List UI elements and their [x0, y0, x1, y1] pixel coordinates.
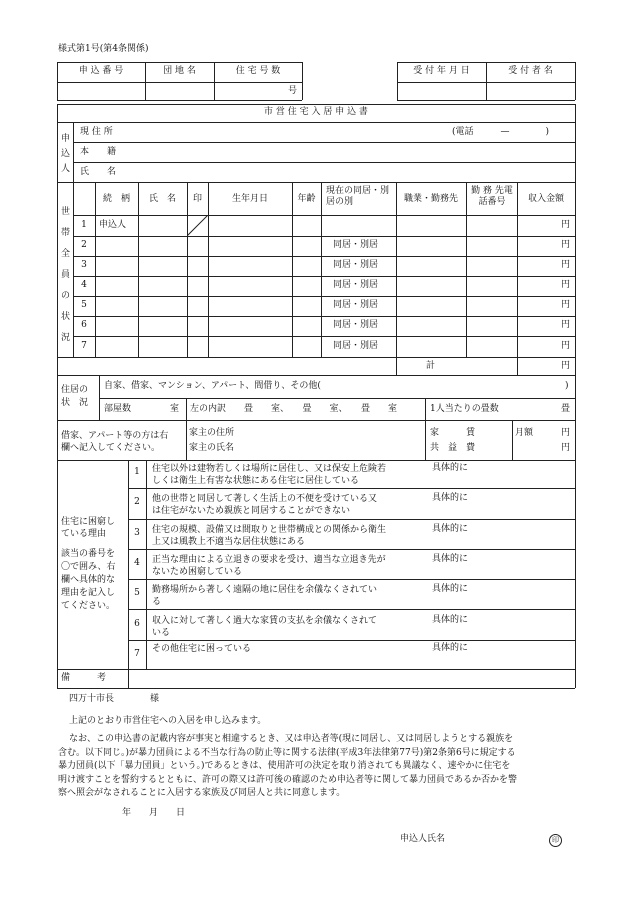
income-yen: 円	[560, 320, 570, 330]
common-fee-yen: 円	[561, 443, 571, 453]
room-breakdown: 左の内訳 畳 室、 畳 室、 畳 室	[190, 404, 398, 414]
rent-label: 家 賃	[430, 428, 476, 438]
honseki-label: 本 籍	[80, 147, 117, 157]
go-unit: 号	[288, 86, 298, 96]
receipt-date-header: 受 付 年 月 日	[413, 66, 470, 76]
reason-text: 収入に対して著しく過大な家賃の支払を余儀なくされて いる	[152, 616, 378, 638]
reason-text: 住宅以外は建物若しくは場所に居住し、又は保安上危険若 しくは衛生上有害な状態にある住宅に居住している	[152, 464, 387, 486]
cohabit-option: 同居・別居	[333, 240, 379, 250]
hardship-reason-label: 住宅に困窮し ている理由	[61, 517, 116, 539]
danchi-name-header: 団 地 名	[163, 66, 196, 76]
form-number: 様式第1号(第4条関係)	[58, 44, 149, 54]
housing-label: 住居の 状 況	[61, 385, 89, 408]
cohabit-option: 同居・別居	[333, 341, 379, 351]
seal-slash	[187, 215, 209, 236]
reason-number: 1	[134, 467, 140, 477]
monthly-label: 月額	[515, 428, 534, 438]
job-header: 職業・勤務先	[403, 194, 458, 204]
receiver-name-header: 受 付 者 名	[508, 66, 553, 76]
specific-label: 具体的に	[432, 463, 469, 473]
income-yen: 円	[560, 260, 570, 270]
consent-statement: なお、この申込書の記載内容が事実と相違するとき、又は申込者等(現に同居し、又は同居しようとする親族を 含む。以下同じ。)が暴力団員による不当な行為の防止等に関する法律(平成3年法律第77号)第2条第6号に規定する 暴力団員(以下「暴力団員」という。)であるときは、使用許可の決定を取り消されても異議なく、速やかに住宅を 明け渡すことを誓約するとともに、許可の際又は許可後の確認のため申込者等に関して暴力団員であるか否かを警 察へ照会がなされることに入居する家族及び同居人と共に同意します。	[58, 734, 518, 798]
landlord-note: 借家、アパート等の方は右 欄へ記入してください。	[61, 431, 169, 453]
landlord-name-label: 家主の氏名	[189, 443, 235, 453]
age-header: 年齢	[297, 194, 316, 204]
reason-text: 正当な理由による立退きの要求を受け、適当な立退き先が ないため困窮している	[152, 555, 386, 577]
workplace-phone-header: 勤 務 先電話番号	[471, 186, 513, 208]
cohabit-header: 現在の同居・別居の別	[326, 186, 390, 208]
income-yen: 円	[560, 300, 570, 310]
cohabit-option: 同居・別居	[333, 320, 379, 330]
reason-text: 他の世帯と同居して著しく生活上の不便を受けている又 は住宅がないため親族と同居することができない	[152, 494, 378, 516]
cohabit-option: 同居・別居	[333, 260, 379, 270]
reason-number: 4	[134, 558, 140, 568]
row-number: 7	[81, 341, 87, 351]
per-person-tatami-label: 1人当たりの畳数	[430, 404, 499, 414]
income-yen: 円	[560, 341, 570, 351]
hardship-instruction: 該当の番号を 〇で囲み、右 欄へ具体的な 理由を記入し てください。	[61, 549, 116, 611]
reason-number: 5	[134, 588, 140, 598]
cohabit-option: 同居・別居	[333, 300, 379, 310]
income-header: 収入金額	[527, 194, 564, 204]
total-label: 計	[426, 361, 436, 371]
income-yen: 円	[560, 280, 570, 290]
rooms-label: 部屋数	[104, 404, 132, 414]
common-fee-label: 共 益 費	[430, 443, 476, 453]
reason-number: 6	[134, 619, 140, 629]
specific-label: 具体的に	[432, 524, 469, 534]
remarks-label: 備 考	[61, 673, 107, 683]
specific-label: 具体的に	[432, 615, 469, 625]
seal-mark: 印	[549, 834, 562, 847]
income-yen: 円	[560, 240, 570, 250]
name-header: 氏 名	[148, 194, 176, 204]
row-number: 3	[81, 260, 87, 270]
total-yen: 円	[560, 361, 570, 371]
applicant-name-label: 氏 名	[80, 167, 117, 177]
app-number-header: 申 込 番 号	[78, 66, 124, 76]
date-line: 年 月 日	[122, 808, 186, 818]
reason-text: 住宅の規模、設備又は間取りと世帯構成との関係から衛生 上又は風教上不適当な居住状態にある	[152, 525, 387, 547]
reason-text: 勤務場所から著しく遠隔の地に居住を余儀なくされてい る	[152, 585, 378, 607]
phone-label: (電話 — )	[452, 127, 550, 137]
relation-header: 続 柄	[102, 194, 130, 204]
addressee: 四万十市長 様	[69, 694, 160, 704]
row-number: 5	[81, 300, 87, 310]
relation-applicant: 申込人	[99, 220, 127, 230]
reason-text: その他住宅に困っている	[152, 644, 252, 654]
housing-number-header: 住 宅 号 数	[235, 66, 281, 76]
reason-number: 3	[134, 528, 140, 538]
rent-yen: 円	[561, 428, 571, 438]
income-yen: 円	[560, 220, 570, 230]
signer-label: 申込人氏名	[400, 834, 446, 844]
row-number: 4	[81, 280, 87, 290]
household-label: 世 帯 全 員 の 状 況	[61, 207, 71, 343]
specific-label: 具体的に	[432, 493, 469, 503]
rooms-unit: 室	[170, 404, 180, 414]
row-number: 1	[81, 220, 87, 230]
reason-number: 2	[134, 497, 140, 507]
tatami-unit: 畳	[561, 404, 571, 414]
specific-label: 具体的に	[432, 584, 469, 594]
birthdate-header: 生年月日	[231, 194, 268, 204]
application-statement: 上記のとおり市営住宅への入居を申し込みます。	[69, 716, 267, 726]
cohabit-option: 同居・別居	[333, 280, 379, 290]
current-address-label: 現 住 所	[80, 127, 113, 137]
housing-types: 自家、借家、マンション、アパート、間借り、その他(	[104, 381, 321, 391]
form-title: 市 営 住 宅 入 居 申 込 書	[264, 107, 368, 117]
landlord-address-label: 家主の住所	[189, 428, 235, 438]
specific-label: 具体的に	[432, 643, 469, 653]
specific-label: 具体的に	[432, 554, 469, 564]
row-number: 2	[81, 240, 87, 250]
reason-number: 7	[134, 649, 140, 659]
applicant-label: 申 込 人	[61, 134, 71, 174]
row-number: 6	[81, 320, 87, 330]
housing-types-close: )	[565, 381, 569, 391]
seal-header: 印	[192, 194, 202, 204]
